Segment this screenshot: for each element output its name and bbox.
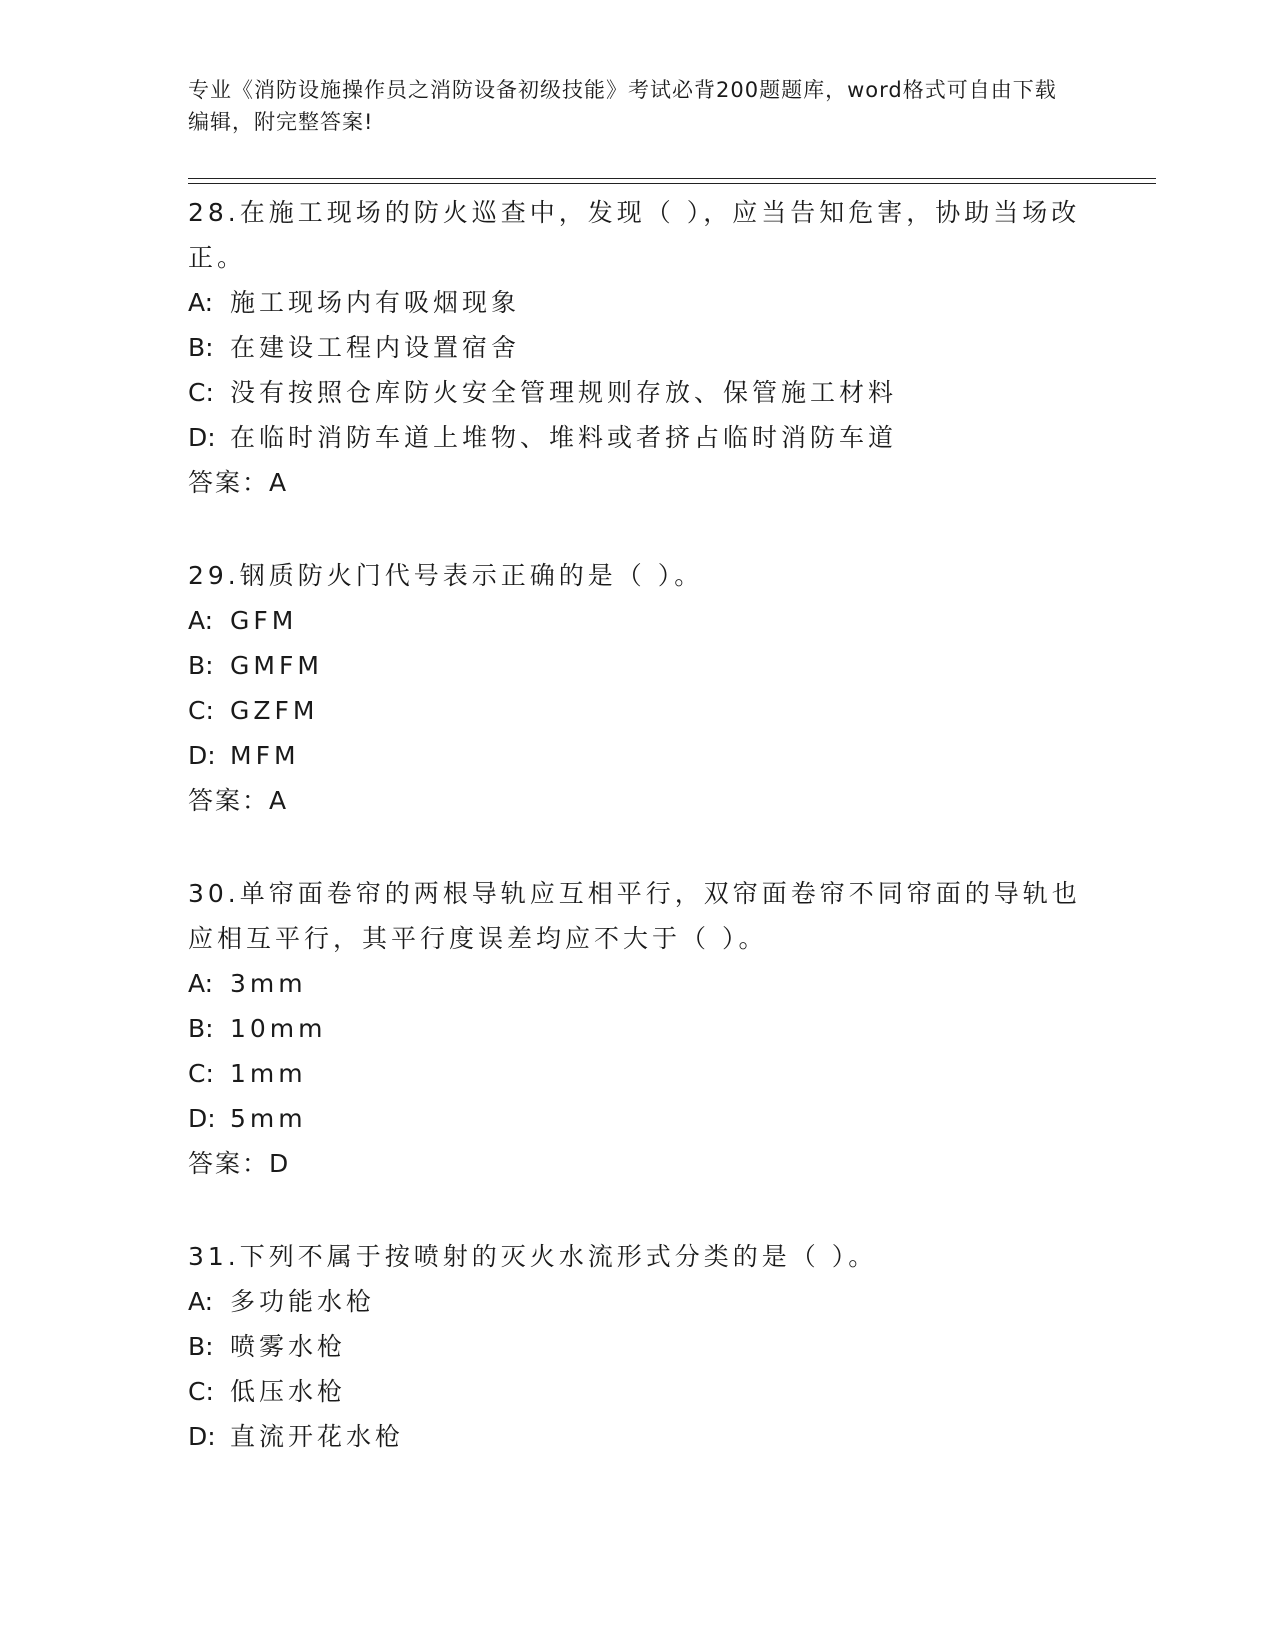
option-label: D: xyxy=(188,423,216,452)
option-text: 喷雾水枪 xyxy=(230,1332,347,1361)
answer-text: 答案：A xyxy=(188,468,289,497)
question-31 xyxy=(188,1234,1088,1459)
option-a xyxy=(188,961,1088,1006)
option-text: 多功能水枪 xyxy=(230,1287,376,1316)
option-b xyxy=(188,1006,1088,1051)
question-stem: 31.下列不属于按喷射的灭火水流形式分类的是（ ）。 xyxy=(188,1242,878,1271)
question-gap xyxy=(188,505,1088,553)
question-gap xyxy=(188,823,1088,871)
option-text: 在建设工程内设置宿舍 xyxy=(230,333,521,362)
question-stem: 30.单帘面卷帘的两根导轨应互相平行，双帘面卷帘不同帘面的导轨也应相互平行，其平行度误差均应不大于（ ）。 xyxy=(188,879,1081,953)
option-label: C: xyxy=(188,1059,214,1088)
option-label: A: xyxy=(188,969,214,998)
option-text: GMFM xyxy=(230,651,323,680)
option-b xyxy=(188,643,1088,688)
option-b xyxy=(188,325,1088,370)
question-30 xyxy=(188,871,1088,1186)
option-text: 没有按照仓库防火安全管理规则存放、保管施工材料 xyxy=(230,378,898,407)
option-text: 在临时消防车道上堆物、堆料或者挤占临时消防车道 xyxy=(230,423,898,452)
answer-text: 答案：A xyxy=(188,786,289,815)
question-stem: 28.在施工现场的防火巡查中，发现（ ），应当告知危害，协助当场改正。 xyxy=(188,198,1081,272)
option-c xyxy=(188,1369,1088,1414)
option-label: A: xyxy=(188,288,214,317)
option-text: MFM xyxy=(230,741,300,770)
question-29 xyxy=(188,553,1088,823)
option-label: B: xyxy=(188,651,214,680)
question-list xyxy=(188,190,1088,1459)
option-label: D: xyxy=(188,1104,216,1133)
option-b xyxy=(188,1324,1088,1369)
option-label: B: xyxy=(188,1332,214,1361)
answer-text: 答案：D xyxy=(188,1149,291,1178)
question-28 xyxy=(188,190,1088,505)
option-d xyxy=(188,1414,1088,1459)
option-d xyxy=(188,733,1088,778)
option-text: GFM xyxy=(230,606,298,635)
header-rule-top xyxy=(188,178,1156,179)
document-header: 专业《消防设施操作员之消防设备初级技能》考试必背200题题库，word格式可自由下载编辑，附完整答案! xyxy=(188,78,1057,134)
option-label: B: xyxy=(188,333,214,362)
option-label: C: xyxy=(188,696,214,725)
question-stem: 29.钢质防火门代号表示正确的是（ ）。 xyxy=(188,561,704,590)
option-label: A: xyxy=(188,1287,214,1316)
option-c xyxy=(188,688,1088,733)
option-text: 1mm xyxy=(230,1059,307,1088)
question-gap xyxy=(188,1186,1088,1234)
header-rule-bottom xyxy=(188,183,1156,184)
option-a xyxy=(188,598,1088,643)
option-c xyxy=(188,370,1088,415)
option-text: 低压水枪 xyxy=(230,1377,347,1406)
option-c xyxy=(188,1051,1088,1096)
option-label: C: xyxy=(188,378,214,407)
option-label: A: xyxy=(188,606,214,635)
option-label: C: xyxy=(188,1377,214,1406)
option-d xyxy=(188,1096,1088,1141)
option-d xyxy=(188,415,1088,460)
option-text: 3mm xyxy=(230,969,307,998)
option-label: D: xyxy=(188,1422,216,1451)
option-text: 10mm xyxy=(230,1014,327,1043)
option-a xyxy=(188,280,1088,325)
option-text: 5mm xyxy=(230,1104,307,1133)
option-a xyxy=(188,1279,1088,1324)
option-text: GZFM xyxy=(230,696,319,725)
option-text: 直流开花水枪 xyxy=(230,1422,405,1451)
option-label: B: xyxy=(188,1014,214,1043)
option-text: 施工现场内有吸烟现象 xyxy=(230,288,521,317)
option-label: D: xyxy=(188,741,216,770)
